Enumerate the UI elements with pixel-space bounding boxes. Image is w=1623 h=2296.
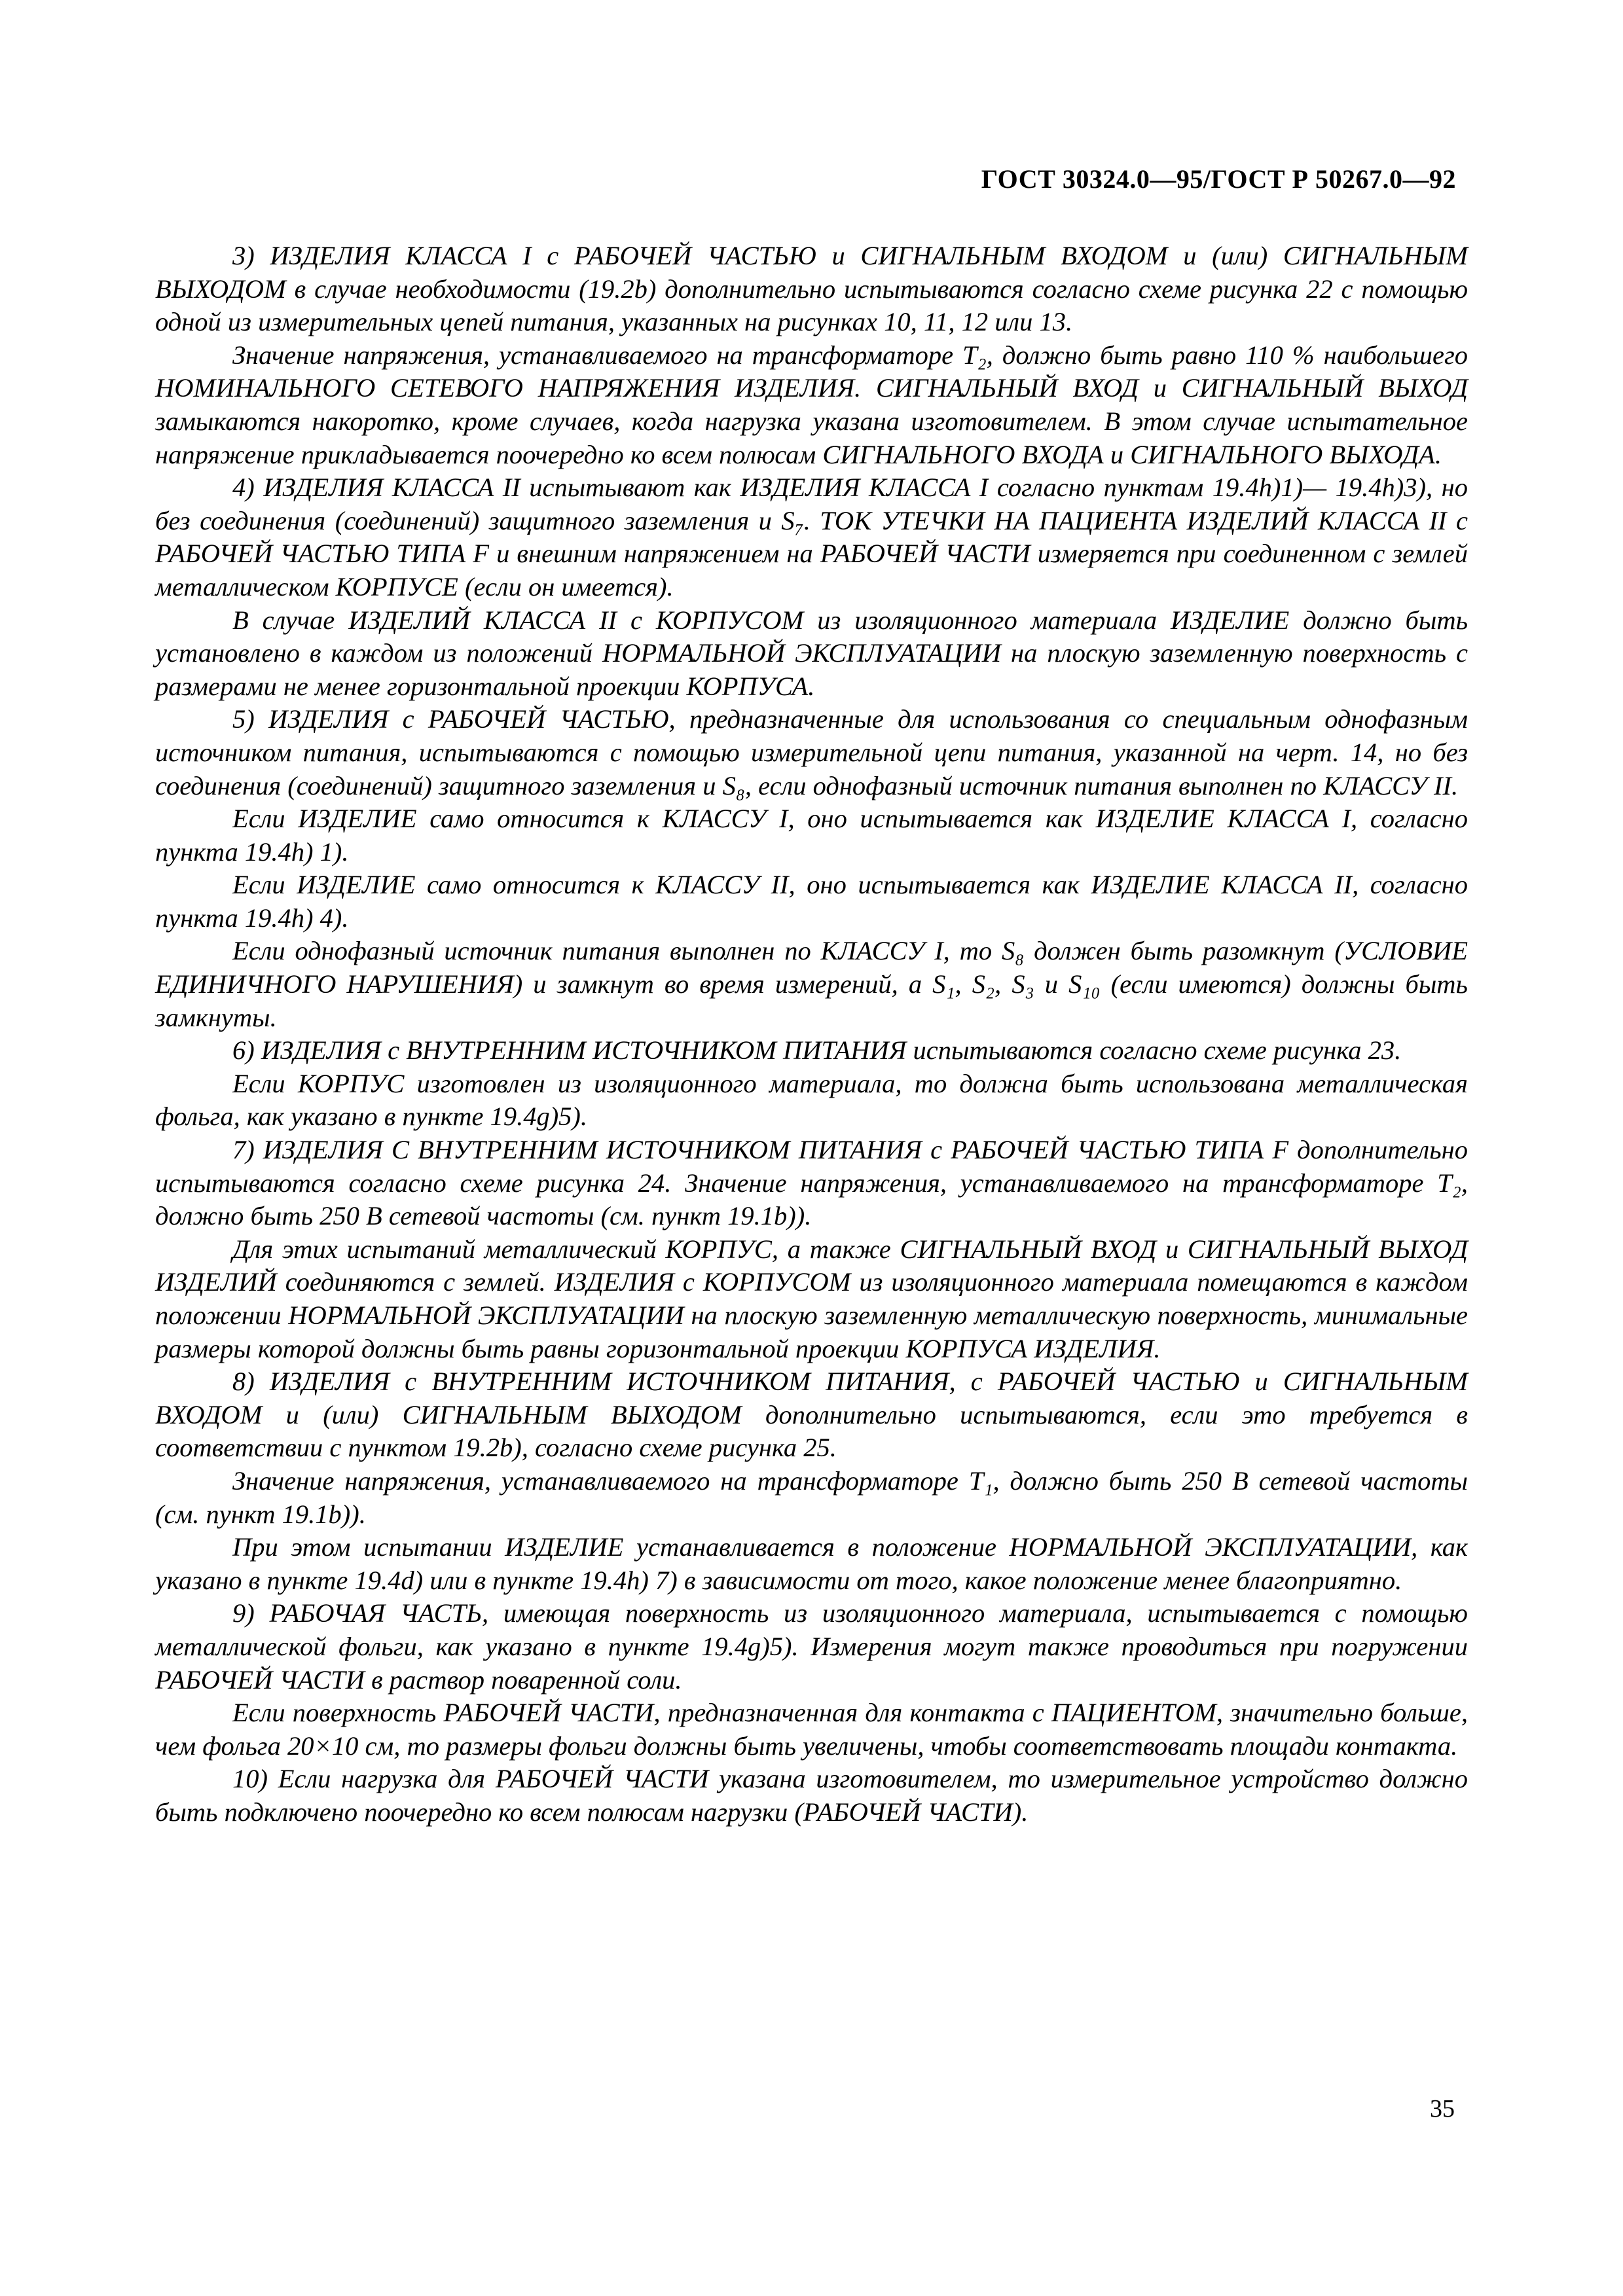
- paragraph: Если однофазный источник питания выполнен по КЛАССУ I, то S₈ должен быть разомкнут (УСЛОВИЕ ЕДИНИЧНОГО НАРУШЕНИЯ) и замкнут во время измерений, а S₁, S₂, S₃ и S₁₀ (если имеются) должны быть замкнуты.: [155, 936, 1468, 1032]
- paragraph: 3) ИЗДЕЛИЯ КЛАССА I с РАБОЧЕЙ ЧАСТЬЮ и СИГНАЛЬНЫМ ВХОДОМ и (или) СИГНАЛЬНЫМ ВЫХОДОМ в случае необходимости (19.2b) дополнительно испытываются согласно схеме рисунка 22 с помощью одной из измерительных цепей питания, указанных на рисунках 10, 11, 12 или 13.: [155, 241, 1468, 337]
- paragraph: 10) Если нагрузка для РАБОЧЕЙ ЧАСТИ указана изготовителем, то измерительное устройство должно быть подключено поочередно ко всем полюсам нагрузки (РАБОЧЕЙ ЧАСТИ).: [155, 1764, 1468, 1827]
- paragraph: Значение напряжения, устанавливаемого на трансформаторе T₂, должно быть равно 110 % наибольшего НОМИНАЛЬНОГО СЕТЕВОГО НАПРЯЖЕНИЯ ИЗДЕЛИЯ. СИГНАЛЬНЫЙ ВХОД и СИГНАЛЬНЫЙ ВЫХОД замыкаются накоротко, кроме случаев, когда нагрузка указана изготовителем. В этом случае испытательное напряжение прикладывается поочередно ко всем полюсам СИГНАЛЬНОГО ВХОДА и СИГНАЛЬНОГО ВЫХОДА.: [155, 340, 1468, 469]
- paragraph: 7) ИЗДЕЛИЯ С ВНУТРЕННИМ ИСТОЧНИКОМ ПИТАНИЯ с РАБОЧЕЙ ЧАСТЬЮ ТИПА F дополнительно испытываются согласно схеме рисунка 24. Значение напряжения, устанавливаемого на трансформаторе T₂, должно быть 250 В сетевой частоты (см. пункт 19.1b)).: [155, 1135, 1468, 1231]
- paragraph: Если ИЗДЕЛИЕ само относится к КЛАССУ I, оно испытывается как ИЗДЕЛИЕ КЛАССА I, согласно пункта 19.4h) 1).: [155, 804, 1468, 867]
- paragraph: Если поверхность РАБОЧЕЙ ЧАСТИ, предназначенная для контакта с ПАЦИЕНТОМ, значительно больше, чем фольга 20×10 см, то размеры фольги должны быть увеличены, чтобы соответствовать площади контакта.: [155, 1698, 1468, 1761]
- page-number: 35: [1430, 2095, 1455, 2123]
- paragraph: При этом испытании ИЗДЕЛИЕ устанавливается в положение НОРМАЛЬНОЙ ЭКСПЛУАТАЦИИ, как указано в пункте 19.4d) или в пункте 19.4h) 7) в зависимости от того, какое положение менее благоприятно.: [155, 1532, 1468, 1595]
- paragraph: 8) ИЗДЕЛИЯ с ВНУТРЕННИМ ИСТОЧНИКОМ ПИТАНИЯ, с РАБОЧЕЙ ЧАСТЬЮ и СИГНАЛЬНЫМ ВХОДОМ и (или) СИГНАЛЬНЫМ ВЫХОДОМ дополнительно испытываются, если это требуется в соответствии с пунктом 19.2b), согласно схеме рисунка 25.: [155, 1367, 1468, 1463]
- paragraph: Если ИЗДЕЛИЕ само относится к КЛАССУ II, оно испытывается как ИЗДЕЛИЕ КЛАССА II, согласно пункта 19.4h) 4).: [155, 870, 1468, 933]
- page-header: ГОСТ 30324.0—95/ГОСТ Р 50267.0—92: [981, 164, 1456, 194]
- paragraph: Значение напряжения, устанавливаемого на трансформаторе T₁, должно быть 250 В сетевой частоты (см. пункт 19.1b)).: [155, 1465, 1468, 1529]
- paragraph: Для этих испытаний металлический КОРПУС, а также СИГНАЛЬНЫЙ ВХОД и СИГНАЛЬНЫЙ ВЫХОД ИЗДЕЛИЙ соединяются с землей. ИЗДЕЛИЯ с КОРПУСОМ из изоляционного материала помещаются в каждом положении НОРМАЛЬНОЙ ЭКСПЛУАТАЦИИ на плоскую заземленную металлическую поверхность, минимальные размеры которой должны быть равны горизонтальной проекции КОРПУСА ИЗДЕЛИЯ.: [155, 1234, 1468, 1363]
- paragraph: 6) ИЗДЕЛИЯ с ВНУТРЕННИМ ИСТОЧНИКОМ ПИТАНИЯ испытываются согласно схеме рисунка 23.: [232, 1035, 1402, 1066]
- paragraph: 4) ИЗДЕЛИЯ КЛАССА II испытывают как ИЗДЕЛИЯ КЛАССА I согласно пунктам 19.4h)1)— 19.4h)3), но без соединения (соединений) защитного заземления и S₇. ТОК УТЕЧКИ НА ПАЦИЕНТА ИЗДЕЛИЙ КЛАССА II с РАБОЧЕЙ ЧАСТЬЮ ТИПА F и внешним напряжением на РАБОЧЕЙ ЧАСТИ измеряется при соединенном с землей металлическом КОРПУСЕ (если он имеется).: [155, 473, 1468, 601]
- paragraph: В случае ИЗДЕЛИЙ КЛАССА II с КОРПУСОМ из изоляционного материала ИЗДЕЛИЕ должно быть установлено в каждом из положений НОРМАЛЬНОЙ ЭКСПЛУАТАЦИИ на плоскую заземленную поверхность с размерами не менее горизонтальной проекции КОРПУСА.: [155, 605, 1468, 701]
- paragraph: 5) ИЗДЕЛИЯ с РАБОЧЕЙ ЧАСТЬЮ, предназначенные для использования со специальным однофазным источником питания, испытываются с помощью измерительной цепи питания, указанной на черт. 14, но без соединения (соединений) защитного заземления и S₈, если однофазный источник питания выполнен по КЛАССУ II.: [155, 704, 1468, 800]
- paragraph: 9) РАБОЧАЯ ЧАСТЬ, имеющая поверхность из изоляционного материала, испытывается с помощью металлической фольги, как указано в пункте 19.4g)5). Измерения могут также проводиться при погружении РАБОЧЕЙ ЧАСТИ в раствор поваренной соли.: [155, 1598, 1468, 1695]
- paragraph: Если КОРПУС изготовлен из изоляционного материала, то должна быть использована металлическая фольга, как указано в пункте 19.4g)5).: [155, 1068, 1468, 1132]
- body-text: [155, 240, 1468, 1829]
